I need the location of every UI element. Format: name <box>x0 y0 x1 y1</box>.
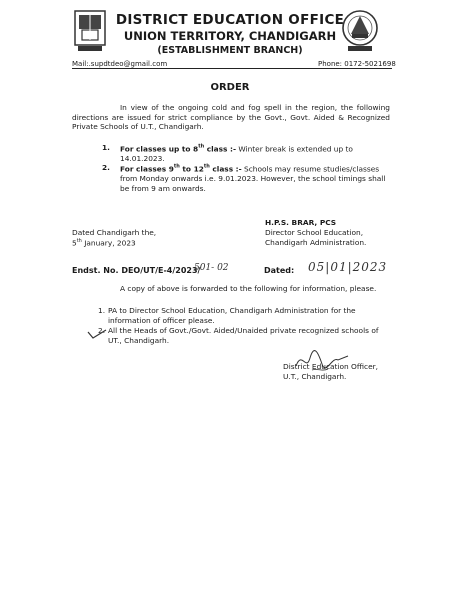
endorsement-number-label: Endst. No. DEO/UT/E-4/2023/ <box>72 266 201 275</box>
endorsement-dated-label: Dated: <box>264 266 295 275</box>
order-item-lead-end: class :- <box>209 164 242 174</box>
order-heading: ORDER <box>210 82 250 93</box>
order-item-number: 1. <box>102 143 110 152</box>
order-item-lead: For classes 9 <box>120 164 174 174</box>
recipient-item: PA to Director School Education, Chandigarh Administration for the information of officer please. <box>108 306 356 325</box>
branch-title: (ESTABLISHMENT BRANCH) <box>157 45 303 56</box>
order-item-lead-mid: to 12 <box>179 164 204 174</box>
order-item-number: 2. <box>102 163 110 172</box>
superscript: th <box>173 164 180 170</box>
copy-forward-text: A copy of above is forwarded to the following for information, please. <box>120 284 377 293</box>
recipient-number: 1. <box>98 306 106 315</box>
order-item <box>120 163 392 193</box>
handwritten-endorsement-number: 501- 02 <box>194 263 229 273</box>
footer-designation: District Education Officer, <box>283 362 378 371</box>
recipient-item: All the Heads of Govt./Govt. Aided/Unaided private recognized schools of UT., Chandigarh. <box>108 326 379 345</box>
office-phone: Phone: 0172-5021698 <box>318 60 396 68</box>
order-item-text: Winter break is extended up to 14.01.2023. <box>120 144 353 164</box>
recipient-number: 2. <box>98 326 106 335</box>
territory-title: UNION TERRITORY, CHANDIGARH <box>123 29 337 43</box>
signatory-name: H.P.S. BRAR, PCS <box>265 218 337 227</box>
signatory-administration: Chandigarh Administration. <box>265 238 367 247</box>
order-item <box>120 143 392 164</box>
signatory-designation: Director School Education, <box>265 228 364 237</box>
superscript: th <box>203 164 210 170</box>
handwritten-tick-mark <box>86 328 108 340</box>
dated-place: Dated Chandigarh the, <box>72 228 157 237</box>
footer-location: U.T., Chandigarh. <box>283 372 347 381</box>
office-email: Mail:.supdtdeo@gmail.com <box>72 60 168 68</box>
order-item-text: Schools may resume studies/classes from Monday onwards i.e. 9.01.2023. However, the school timings shall be from 9 am onwards. <box>120 164 386 193</box>
office-title: DISTRICT EDUCATION OFFICE <box>115 12 345 28</box>
order-intro: In view of the ongoing cold and fog spell in the region, the following directions are issued for strict compliance by the Govt., Govt. Aided & Recognized Private Schools of U.T., Chandigarh. <box>72 103 390 132</box>
dated-date: 5th January, 2023 <box>72 238 136 248</box>
order-item-lead-end: class :- <box>204 144 237 154</box>
header-divider <box>72 68 392 69</box>
order-item-lead: For classes up to 8 <box>120 144 199 154</box>
superscript: th <box>198 144 205 150</box>
handwritten-date: 05|01|2023 <box>308 260 388 274</box>
